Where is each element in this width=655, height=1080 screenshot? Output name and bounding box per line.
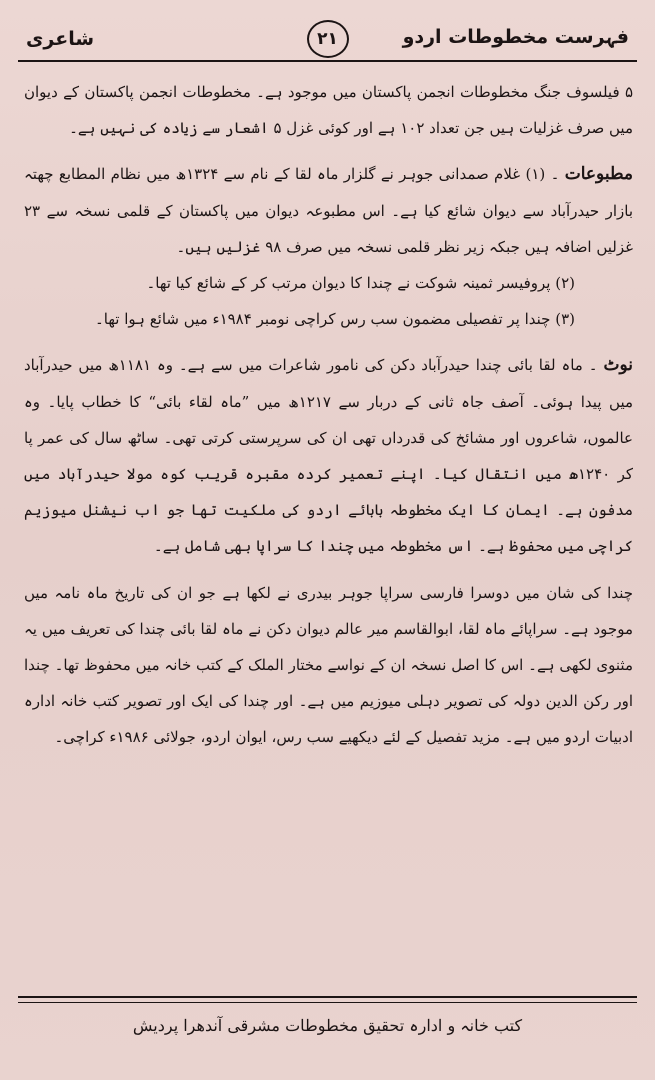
note-heading: نوٹ [603, 355, 633, 376]
catalogue-title: فہرست مخطوطات اردو [402, 26, 629, 48]
paragraph-text: (۳) چندا پر تفصیلی مضمون سب رس کراچی نومبر ۱۹۸۴ء میں شائع ہوا تھا۔ [95, 310, 575, 329]
paragraph-intro [24, 74, 633, 146]
paragraph-text: ماہ لقا بائی چندا حیدرآباد دکن کی نامور شاعرات میں سے ہے۔ وہ ۱۱۸۱ھ میں حیدرآباد میں پیدا ہوئی۔ آصف جاہ ثانی کے دربار سے ۱۲۱۷ھ میں ”ماہ لقاء بائی“ کا خطاب پایا۔ وہ عالموں، شاعروں اور مشائخ کی قدرداں تھی ان کی سرپرستی کرتی تھی۔ ساٹھ سال کی عمر پا کر ۱۲۴۰ھ میں انتقال کیا۔ اپنے تعمیر کردہ مقبرہ قریب کوہ مولا حیدرآباد میں مدفون ہے۔ ایمان کا ایک مخطوطہ بابائے اردو کی ملکیت تھا جو اب نیشنل میوزیم کراچی میں محفوظ ہے۔ اس مخطوطہ میں چندا کا سراپا بھی شامل ہے۔ [24, 356, 633, 556]
paragraph-text: (۱) غلام صمدانی جوہر نے گلزار ماہ لقا کے نام سے ۱۳۲۴ھ میں نظام المطابع چھتہ بازار حیدرآباد سے دیوان شائع کیا ہے۔ اس مطبوعہ دیوان میں پاکستان کے قلمی نسخہ سے ۲۳ غزلیں اضافہ ہیں جبکہ زیر نظر قلمی نسخہ میں صرف ۹۸ غزلیں ہیں۔ [24, 165, 633, 256]
footer-divider-thin [18, 1002, 637, 1003]
paragraph-text: (۲) پروفیسر ثمینہ شوکت نے چندا کا دیوان مرتب کر کے شائع کیا تھا۔ [146, 274, 575, 293]
paragraph-text: چندا کی شان میں دوسرا فارسی سراپا جوہر بیدری نے لکھا ہے جو ان کی تاریخ ماہ نامہ میں موجود ہے۔ سراپائے ماہ لقا، ابوالقاسم میر عالم دیوان دکن نے ماہ لقا بائی چندا کی تعریف میں یہ مثنوی لکھی ہے۔ اس کا اصل نسخہ ان کے نواسے مختار الملک کے کتب خانہ میں محفوظ تھا۔ چندا اور رکن الدین دولہ کی تصویر دہلی میوزیم میں ہے۔ اور چندا کی ایک اور تصویر کتب خانہ ادارہ ادبیات اردو میں ہے۔ مزید تفصیل کے لئے دیکھیے سب رس، ایوان اردو، جولائی ۱۹۸۶ء کراچی۔ [24, 583, 633, 747]
page-number: ۲۱ [307, 20, 349, 58]
publications-heading: مطبوعات [564, 164, 633, 185]
paragraph-note: نوٹ ۔ ماہ لقا بائی چندا حیدرآباد دکن کی نامور شاعرات میں سے ہے۔ وہ ۱۱۸۱ھ میں حیدرآباد میں پیدا ہوئی۔ آصف جاہ ثانی کے دربار سے ۱۲۱۷ھ میں ”ماہ لقاء بائی“ کا خطاب پایا۔ وہ عالموں، شاعروں اور مشائخ کی قدرداں تھی ان کی سرپرستی کرتی تھی۔ ساٹھ سال کی عمر پا کر ۱۲۴۰ھ میں انتقال کیا۔ اپنے تعمیر کردہ مقبرہ قریب کوہ مولا حیدرآباد میں مدفون ہے۔ ایمان کا ایک مخطوطہ بابائے اردو کی ملکیت تھا جو اب نیشنل میوزیم کراچی میں محفوظ ہے۔ اس مخطوطہ میں چندا کا سراپا بھی شامل ہے۔ [24, 355, 633, 556]
paragraph-publications: مطبوعات ۔ (۱) غلام صمدانی جوہر نے گلزار ماہ لقا کے نام سے ۱۳۲۴ھ میں نظام المطابع چھتہ بازار حیدرآباد سے دیوان شائع کیا ہے۔ اس مطبوعہ دیوان میں پاکستان کے قلمی نسخہ سے ۲۳ غزلیں اضافہ ہیں جبکہ زیر نظر قلمی نسخہ میں صرف ۹۸ غزلیں ہیں۔ [24, 164, 633, 256]
footer-divider-thick [18, 996, 637, 998]
paragraph-publication-2 [24, 265, 633, 301]
page-body [24, 74, 633, 974]
paragraph-publication-3 [24, 301, 633, 337]
section-title: شاعری [26, 28, 95, 50]
paragraph-text: ۵ فیلسوف جنگ مخطوطات انجمن پاکستان میں موجود ہے۔ مخطوطات انجمن پاکستان کے دیوان میں صرف غزلیات ہیں جن تعداد ۱۰۲ ہے اور کوئی غزل ۵ اشعار سے زیادہ کی نہیں ہے۔ [24, 83, 633, 138]
paragraph-portrait [24, 575, 633, 756]
page-header [20, 20, 635, 60]
page-footer: کتب خانہ و ادارہ تحقیق مخطوطات مشرقی آندھرا پردیش [132, 1016, 523, 1035]
header-divider [18, 60, 637, 62]
